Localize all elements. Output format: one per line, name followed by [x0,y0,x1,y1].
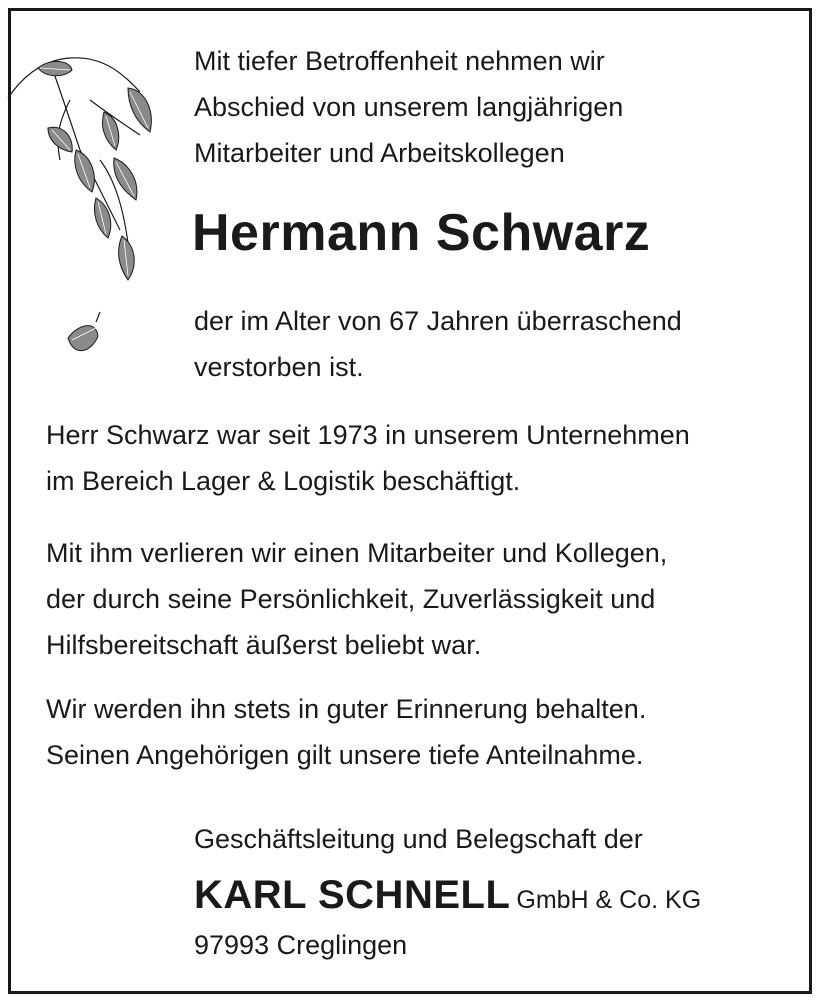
intro-text [194,38,623,176]
birch-leaves-icon [0,40,175,380]
paragraph-line: Mit ihm verlieren wir einen Mitarbeiter und Kollegen, [46,538,668,568]
paragraph-line: Wir werden ihn stets in guter Erinnerung behalten. [46,694,647,724]
age-line: verstorben ist. [194,352,364,382]
paragraph-line: Herr Schwarz war seit 1973 in unserem Unternehmen [46,420,690,450]
age-text [194,298,682,390]
company-name: KARL SCHNELL [194,873,511,917]
deceased-name: Hermann Schwarz [192,204,651,262]
paragraph-line: Seinen Angehörigen gilt unsere tiefe Anteilnahme. [46,740,644,770]
paragraph-employment [46,412,690,504]
signature-line: Geschäftsleitung und Belegschaft der [194,824,643,854]
intro-line: Mit tiefer Betroffenheit nehmen wir [194,46,605,76]
paragraph-condolence [46,686,646,778]
intro-line: Abschied von unserem langjährigen [194,92,624,122]
paragraph-tribute [46,530,667,668]
company-city: 97993 Creglingen [194,930,408,960]
paragraph-line: im Bereich Lager & Logistik beschäftigt. [46,466,521,496]
paragraph-line: Hilfsbereitschaft äußerst beliebt war. [46,630,482,660]
intro-line: Mitarbeiter und Arbeitskollegen [194,138,565,168]
paragraph-line: der durch seine Persönlichkeit, Zuverlässigkeit und [46,584,656,614]
age-line: der im Alter von 67 Jahren überraschend [194,306,682,336]
company-suffix: GmbH & Co. KG [516,886,702,914]
